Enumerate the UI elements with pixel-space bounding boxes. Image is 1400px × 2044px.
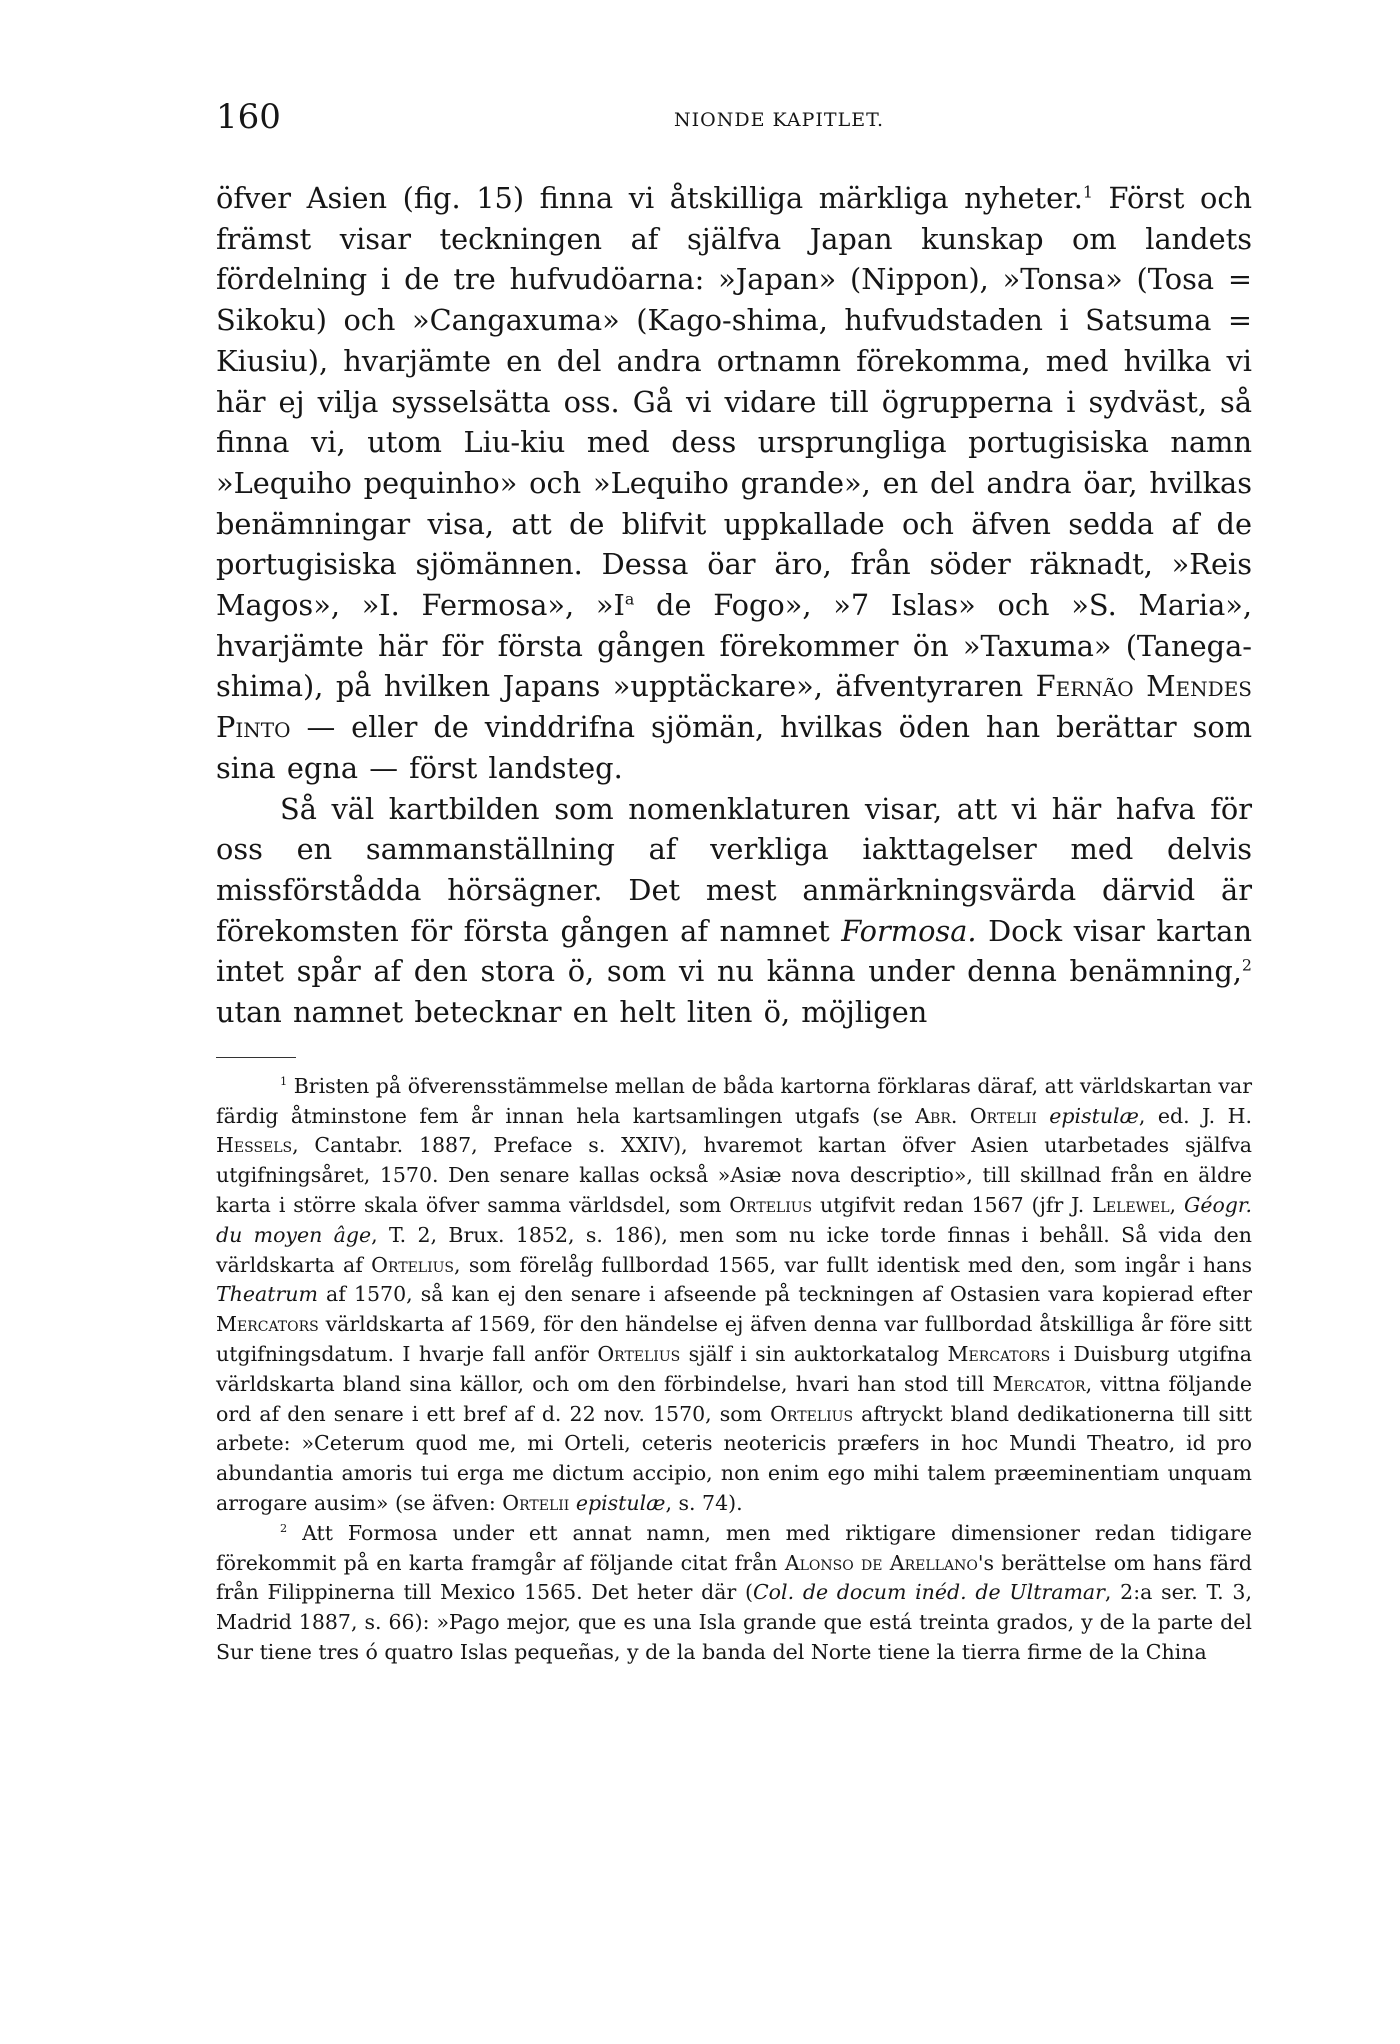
text-run: , som förelåg fullbordad 1565, var fullt identisk med den, som ingår i hans	[454, 1252, 1252, 1277]
text-run: , 2:a ser. T. 3, Madrid 1887, s. 66): »Pago mejor, que es una Isla grande que está treinta grados, y de la parte del Sur tiene tres ó quatro Islas pequeñas, y de la banda del Norte tiene la tierra firme de la China	[216, 1580, 1252, 1664]
main-text	[216, 178, 1252, 1033]
author-name: Ortelius	[597, 1341, 681, 1366]
text-run: öfver Asien (fig. 15) finna vi åtskilliga märkliga nyheter.	[216, 181, 1083, 215]
text-run: utan namnet betecknar en helt liten ö, möjligen	[216, 995, 928, 1030]
author-name: Mercators	[216, 1312, 319, 1337]
book-page	[216, 97, 1253, 1668]
title-italic: epistulæ	[569, 1490, 666, 1515]
text-run: själf i sin auktorkatalog	[680, 1341, 948, 1366]
paragraph-1	[216, 178, 1252, 789]
text-run: , Cantabr. 1887, Preface s. XXIV), hvaremot kartan öfver Asien utarbetades själfva utgifningsåret, 1570. Den senare kallas också »Asiæ nova descriptio», till skillnad från en äldre karta i större skala öfver samma världsdel, som	[216, 1133, 1252, 1217]
author-name: Mercators	[947, 1341, 1051, 1366]
footnote-ref-2: 2	[1241, 955, 1252, 975]
running-head	[216, 97, 1252, 150]
text-run: de Fogo», »7 Islas» och »S. Maria», hvarjämte här för första gången förekommer ön »Taxuma» (Tanega-shima), på hvilken Japans »upptäckare», äfventyraren	[216, 588, 1253, 704]
title-italic: Theatrum	[216, 1282, 318, 1307]
paragraph-2	[216, 789, 1252, 1033]
emphasis-formosa: Formosa.	[841, 913, 977, 948]
footnote-divider	[216, 1057, 296, 1058]
text-run: af 1570, så kan ej den senare i afseende på teckningen af Ostasien vara kopierad efter	[317, 1282, 1252, 1307]
footnote-ref-1: 1	[1082, 182, 1093, 202]
footnotes	[216, 1072, 1252, 1668]
author-name: Ortelius	[729, 1192, 813, 1217]
author-name: Lelewel	[1092, 1192, 1170, 1217]
footnote-1	[216, 1072, 1252, 1519]
page-number: 160	[216, 97, 281, 137]
footnote-number: 2	[280, 1521, 288, 1535]
text-run: , ed. J. H.	[1138, 1103, 1253, 1128]
author-name: Hessels	[216, 1133, 293, 1158]
text-run: Dock visar kartan intet spår af den stora ö, som vi nu känna under denna benämning,	[216, 913, 1252, 989]
text-run: Först och främst visar teckningen af själfva Japan kunskap om landets fördelning i de tre hufvudöarna: »Japan» (Nippon), »Tonsa» (Tosa = Sikoku) och »Cangaxuma» (Kago-shima, hufvudstaden i Satsuma = Kiusiu), hvarjämte en del andra ortnamn förekomma, med hvilka vi här ej vilja sysselsätta oss. Gå vi vidare till ögrupperna i sydväst, så finna vi, utom Liu-kiu med dess ursprungliga portugisiska namn »Lequiho pequinho» och »Lequiho grande», en del andra öar, hvilkas benämningar visa, att de blifvit uppkallade och äfven sedda af de portugisiska sjömännen. Dessa öar äro, från söder räknadt, »Reis Magos», »I. Fermosa», »I	[216, 181, 1252, 623]
author-name: Ortelius	[770, 1401, 854, 1426]
text-run: , vittna följande ord af den senare i ett bref af d. 22 nov. 1570, som	[216, 1371, 1252, 1426]
person-name: Fernão Mendes Pinto	[216, 669, 1252, 745]
author-name: Mercator	[992, 1371, 1086, 1396]
title-italic: Géogr. du moyen âge	[216, 1192, 1252, 1247]
text-run: världskarta af 1569, för den händelse ej äfven denna var fullbordad åtskilliga år före sitt utgifningsdatum. I hvarje fall anför	[216, 1312, 1252, 1366]
superscript-a: a	[624, 589, 635, 609]
title-italic: Col. de docum inéd. de Ultramar	[753, 1580, 1105, 1605]
footnote-number: 1	[280, 1074, 288, 1088]
text-run: Så väl kartbilden som nomenklaturen visar, att vi här hafva för oss en sammanställning af verkliga iakttagelser med delvis missförstådda hörsägner. Det mest anmärkningsvärda därvid är förekomsten för första gången af namnet	[216, 791, 1252, 948]
text-run: i Duisburg utgifna världskarta bland sina källor, och om den förbindelse, hvari han stod till	[216, 1341, 1252, 1396]
author-name: Ortelius	[371, 1252, 455, 1277]
text-run: , s. 74).	[665, 1490, 743, 1515]
footnote-2	[216, 1519, 1252, 1668]
text-run: ,	[1169, 1192, 1184, 1217]
author-name: Abr. Ortelii	[915, 1103, 1037, 1128]
author-name: Ortelii	[502, 1490, 570, 1515]
text-run: — eller de vinddrifna sjömän, hvilkas öden han berättar som sina egna — först landsteg.	[216, 710, 1252, 785]
text-run: , T. 2, Brux. 1852, s. 186), men som nu icke torde finnas i behåll. Så vida den världskarta af	[216, 1222, 1252, 1277]
text-run: Bristen på öfverensstämmelse mellan de båda kartorna förklaras däraf, att världskartan var färdig åtminstone fem år innan hela kartsamlingen utgafs (se	[216, 1073, 1252, 1128]
text-run: Att Formosa under ett annat namn, men med riktigare dimensioner redan tidigare förekommit på en karta framgår af följande citat från	[216, 1520, 1252, 1575]
title-italic: epistulæ	[1036, 1103, 1139, 1128]
text-run: aftryckt bland dedikationerna till sitt arbete: »Ceterum quod me, mi Orteli, ceteris neotericis præfers in hoc Mundi Theatro, id pro abundantia amoris tui erga me dictum accipio, non enim ego mihi talem præeminentiam unquam arrogare ausim» (se äfven:	[216, 1401, 1252, 1515]
text-run: utgifvit redan 1567 (jfr J.	[812, 1192, 1093, 1217]
running-title: NIONDE KAPITLET.	[674, 109, 884, 131]
text-run: 's berättelse om hans färd från Filippinerna till Mexico 1565. Det heter där (	[216, 1550, 1252, 1605]
author-name: Alonso de Arellano	[784, 1550, 978, 1575]
